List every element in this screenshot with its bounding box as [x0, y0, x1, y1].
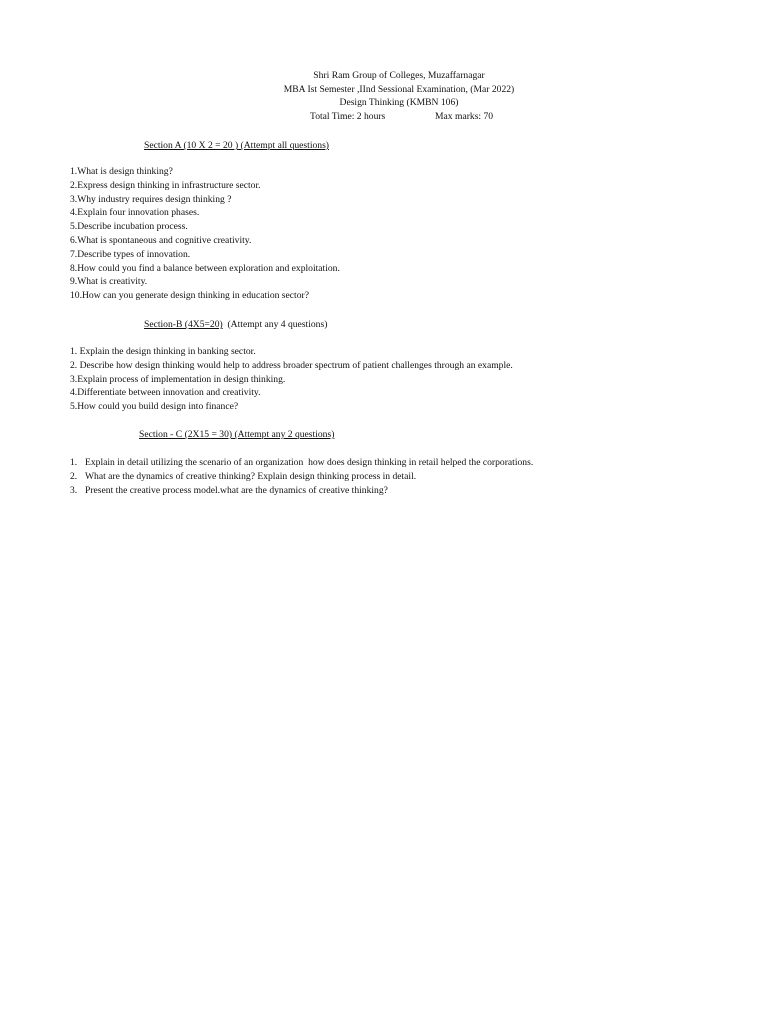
section-b-title-marks: Section-B (4X5=20)	[144, 319, 223, 330]
question-item: 9.What is creativity.	[70, 276, 148, 288]
exam-title: MBA Ist Semester ,IInd Sessional Examination, (Mar 2022)	[283, 83, 515, 95]
question-item: 5.How could you build design into finance?	[70, 401, 239, 413]
section-c-question-list	[70, 456, 533, 497]
question-number: 2.	[70, 470, 78, 482]
section-a-question-list	[70, 165, 340, 303]
question-item: 1. Explain the design thinking in banking sector.	[70, 346, 256, 357]
question-item: 8.How could you find a balance between exploration and exploitation.	[70, 262, 340, 274]
question-item: 10.How can you generate design thinking in education sector?	[70, 290, 309, 302]
question-item: 1.What is design thinking?	[70, 166, 173, 177]
section-a-title	[144, 139, 329, 152]
question-number: 3.	[70, 484, 78, 496]
section-a-title-text: Section A (10 X 2 = 20 ) (Attempt all questions)	[144, 140, 330, 151]
college-name: Shri Ram Group of Colleges, Muzaffarnagar	[313, 70, 485, 81]
question-text: Explain in detail utilizing the scenario of an organization how does design thinking in retail helped the corporations.	[85, 457, 534, 468]
total-time: Total Time: 2 hours	[310, 110, 386, 122]
section-c-title-text: Section - C (2X15 = 30) (Attempt any 2 questions)	[139, 429, 335, 440]
section-b-title-instruction: (Attempt any 4 questions)	[222, 319, 328, 330]
section-b-question-list	[70, 345, 513, 414]
question-text: What are the dynamics of creative thinking? Explain design thinking process in detail.	[85, 470, 417, 482]
question-item	[70, 456, 533, 470]
question-item: 4.Differentiate between innovation and creativity.	[70, 387, 261, 399]
subject-title: Design Thinking (KMBN 106)	[339, 97, 459, 108]
question-item: 3.Explain process of implementation in design thinking.	[70, 373, 286, 385]
question-item	[70, 470, 533, 484]
max-marks: Max marks: 70	[435, 110, 494, 122]
question-item: 2. Describe how design thinking would help to address broader spectrum of patient challenges through an example.	[70, 359, 513, 371]
question-item: 4.Explain four innovation phases.	[70, 207, 200, 219]
question-item: 5.Describe incubation process.	[70, 221, 188, 233]
question-item: 2.Express design thinking in infrastructure sector.	[70, 179, 261, 191]
question-item: 7.Describe types of innovation.	[70, 248, 191, 260]
question-text: Present the creative process model.what are the dynamics of creative thinking?	[85, 484, 388, 496]
section-c-title	[139, 428, 334, 441]
question-item: 3.Why industry requires design thinking ?	[70, 193, 232, 205]
question-item	[70, 484, 533, 498]
question-number: 1.	[70, 457, 78, 468]
section-b-title	[144, 318, 327, 331]
question-item: 6.What is spontaneous and cognitive creativity.	[70, 234, 252, 246]
